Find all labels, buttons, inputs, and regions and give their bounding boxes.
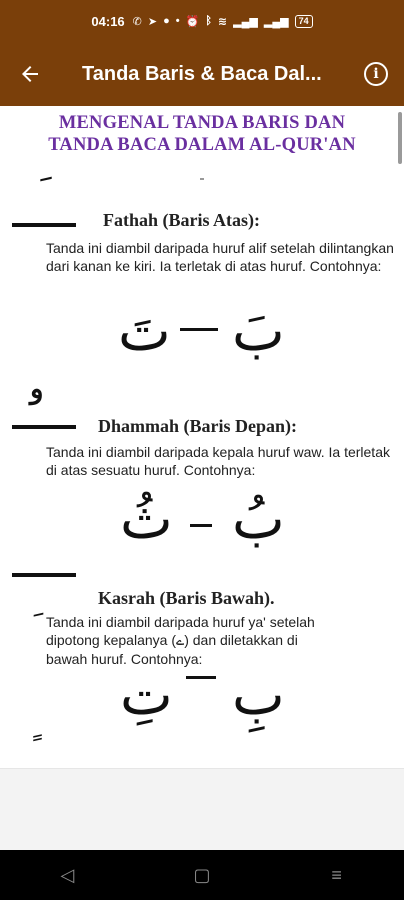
kasrah-desc-line-2a: dipotong kepalanya (	[46, 632, 176, 648]
alarm-icon: ⏰	[185, 15, 200, 28]
bottom-blank-area	[0, 768, 404, 850]
dhammah-example-right: بُ	[232, 487, 285, 552]
battery-icon	[295, 15, 313, 28]
kasrah-top-line	[12, 573, 76, 577]
heading-line-2: TANDA BACA DALAM AL-QUR'AN	[48, 135, 356, 155]
dhammah-mark-glyph: و	[30, 372, 44, 405]
page-heading	[0, 112, 404, 156]
status-time: 04:16	[91, 13, 125, 29]
kasrah-desc-line-2	[46, 631, 394, 650]
info-button[interactable]	[348, 42, 404, 106]
content-area[interactable]	[0, 106, 404, 768]
dhammah-example-left: ثُ	[120, 487, 173, 552]
info-icon	[364, 62, 388, 86]
triangle-back-icon: ◁	[60, 864, 75, 885]
back-button[interactable]	[0, 42, 60, 106]
fathah-example-left: تَ	[118, 299, 171, 364]
status-icons	[133, 15, 313, 28]
kasrah-desc-line-3: bawah huruf. Contohnya:	[46, 651, 203, 667]
nav-home-button[interactable]	[172, 865, 232, 886]
wifi-icon: ≋	[217, 15, 228, 28]
square-home-icon: ▢	[193, 864, 211, 885]
nav-recents-button[interactable]	[307, 865, 367, 886]
fathah-underline	[12, 223, 76, 227]
nav-back-button[interactable]	[37, 865, 97, 886]
signal-icon-2: ▂▄▆	[263, 15, 289, 28]
fathah-description: Tanda ini diambil daripada huruf alif setelah dilintangkan dari kanan ke kiri. Ia terletak di atas huruf. Contohnya:	[46, 240, 394, 274]
info-glyph: i	[373, 66, 379, 82]
app-title: Tanda Baris & Baca Dal...	[82, 62, 322, 85]
kasrah-title: Kasrah (Baris Bawah).	[98, 588, 275, 608]
kasrah-desc-line-1: Tanda ini diambil daripada huruf ya' setelah	[46, 614, 315, 630]
heading-line-1: MENGENAL TANDA BARIS DAN	[58, 113, 346, 133]
divider-dot	[200, 178, 204, 180]
dhammah-example-dash	[190, 524, 212, 527]
kasrah-example-right: بِ	[232, 663, 285, 728]
system-nav-bar	[0, 850, 404, 900]
fathah-title: Fathah (Baris Atas):	[103, 210, 260, 230]
app-bar	[0, 42, 404, 106]
dot-icon: •	[175, 15, 180, 27]
whatsapp-icon: ✆	[132, 15, 142, 28]
kasrah-description	[46, 613, 394, 668]
fathah-example-dash	[180, 328, 218, 331]
dhammah-underline	[12, 425, 76, 429]
bluetooth-icon: ᛒ	[205, 15, 212, 27]
kasrah-example-left: تِ	[120, 663, 173, 728]
telegram-icon: ➤	[147, 15, 158, 28]
kasrah-desc-glyph: ے	[176, 633, 185, 649]
messenger-icon: ●	[163, 15, 170, 27]
kasrah-example-dash	[186, 676, 216, 679]
arrow-left-icon	[18, 62, 42, 86]
signal-icon: ▂▄▆	[233, 15, 258, 28]
dhammah-description: Tanda ini diambil daripada kepala huruf waw. Ia terletak di atas sesuatu huruf. Contohnya:	[46, 444, 390, 478]
dhammah-title: Dhammah (Baris Depan):	[98, 416, 298, 436]
kasrah-desc-line-2b: ) dan diletakkan di	[184, 632, 298, 648]
fathah-example-right: بَ	[232, 299, 285, 364]
status-bar	[0, 0, 404, 42]
recents-icon: ≡	[331, 864, 342, 885]
battery-level: 74	[298, 15, 309, 26]
